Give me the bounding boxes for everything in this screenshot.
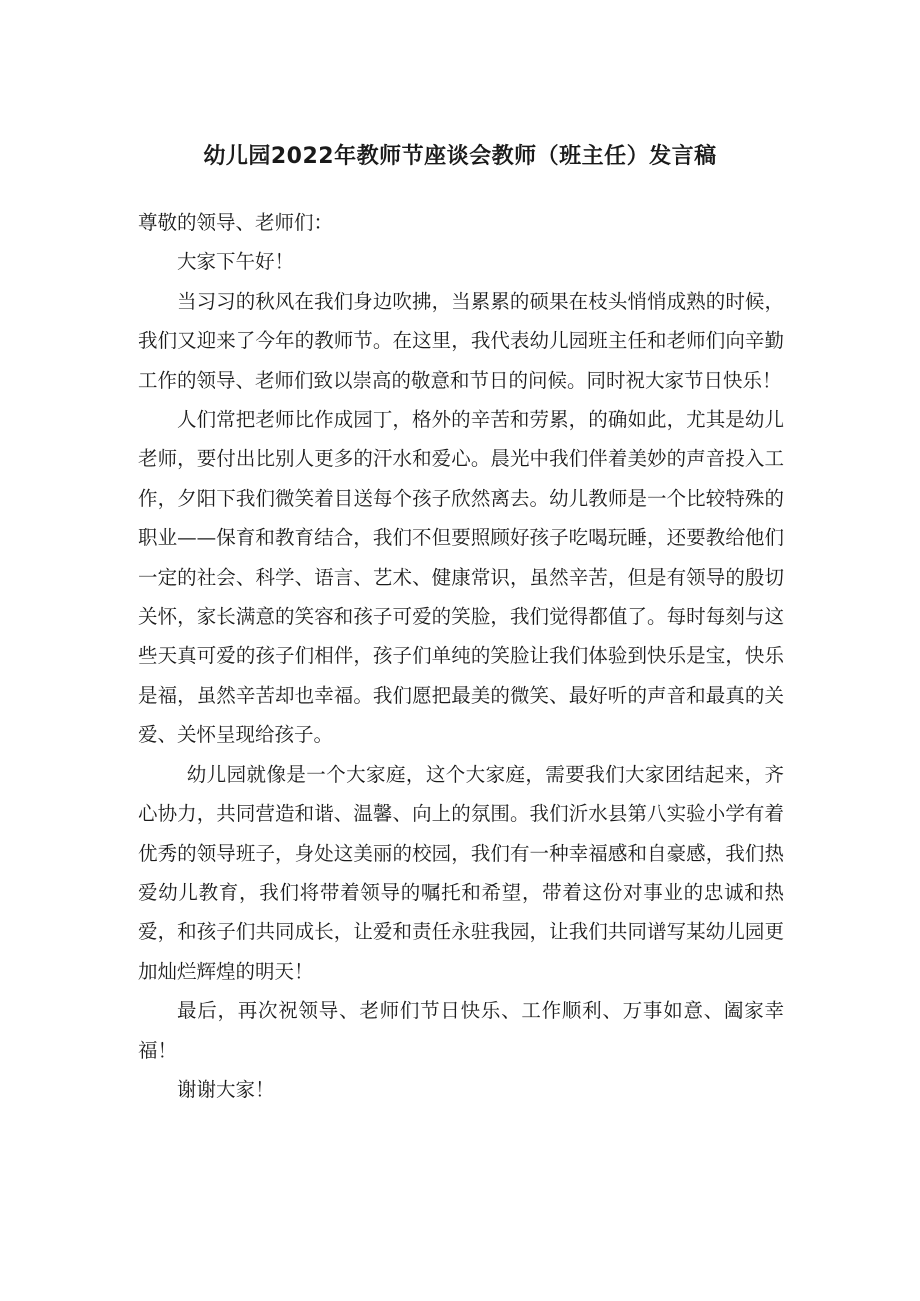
document-body: [138, 203, 784, 1109]
paragraph-wishes: 最后，再次祝领导、老师们节日快乐、工作顺利、万事如意、阖家幸福！: [138, 999, 784, 1062]
paragraph-family: 幼儿园就像是一个大家庭，这个大家庭，需要我们大家团结起来，齐心协力，共同营造和谐、温馨、向上的氛围。我们沂水县第八实验小学有着优秀的领导班子，身处这美丽的校园，我们有一种幸福感和自豪感，我们热爱幼儿教育，我们将带着领导的嘱托和希望，带着这份对事业的忠诚和热爱，和孩子们共同成长，让爱和责任永驻我园，让我们共同谱写某幼儿园更加灿烂辉煌的明天！: [138, 762, 784, 983]
closing: 谢谢大家！: [177, 1077, 275, 1101]
salutation: 尊敬的领导、老师们：: [138, 211, 334, 234]
paragraph-autumn: 当习习的秋风在我们身边吹拂，当累累的硕果在枝头悄悄成熟的时候，我们又迎来了今年的教师节。在这里，我代表幼儿园班主任和老师们向辛勤工作的领导、老师们致以崇高的敬意和节日的问候。同时祝大家节日快乐！: [138, 289, 784, 392]
paragraph-gardener: 人们常把老师比作成园丁，格外的辛苦和劳累，的确如此，尤其是幼儿老师，要付出比别人更多的汗水和爱心。晨光中我们伴着美妙的声音投入工作，夕阳下我们微笑着目送每个孩子欣然离去。幼儿教师是一个比较特殊的职业——保育和教育结合，我们不但要照顾好孩子吃喝玩睡，还要教给他们一定的社会、科学、语言、艺术、健康常识，虽然辛苦，但是有领导的殷切关怀，家长满意的笑容和孩子可爱的笑脸，我们觉得都值了。每时每刻与这些天真可爱的孩子们相伴，孩子们单纯的笑脸让我们体验到快乐是宝，快乐是福，虽然辛苦却也幸福。我们愿把最美的微笑、最好听的声音和最真的关爱、关怀呈现给孩子。: [138, 408, 784, 747]
document-title: 幼儿园2022年教师节座谈会教师（班主任）发言稿: [203, 144, 717, 169]
greeting: 大家下午好！: [177, 250, 295, 274]
